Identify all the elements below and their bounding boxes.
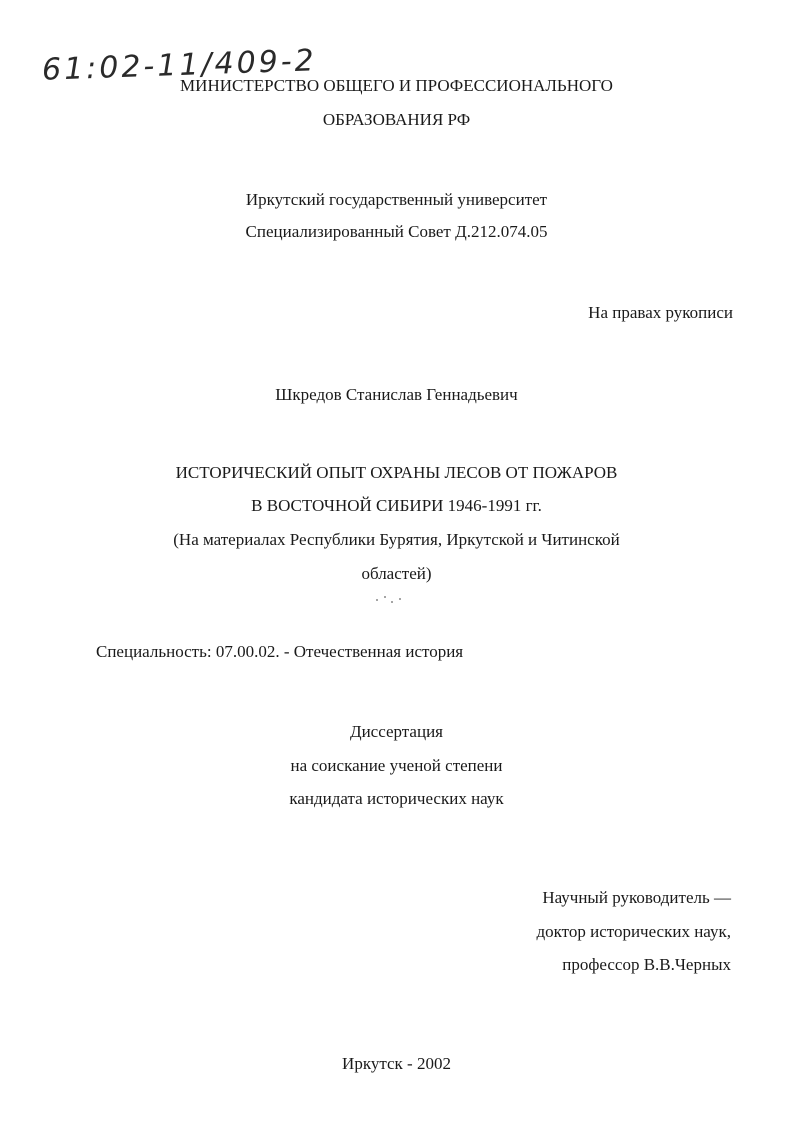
dissertation-council: Специализированный Совет Д.212.074.05 (245, 222, 548, 241)
ministry-line-1: МИНИСТЕРСТВО ОБЩЕГО И ПРОФЕССИОНАЛЬНОГО (180, 76, 613, 95)
supervisor-line-1: Научный руководитель — (542, 888, 731, 907)
thesis-subtitle-line-2: областей) (361, 564, 432, 583)
manuscript-note: На правах рукописи (588, 303, 733, 322)
university-name: Иркутский государственный университет (245, 190, 548, 209)
thesis-title-line-2: В ВОСТОЧНОЙ СИБИРИ 1946-1991 гг. (251, 496, 542, 515)
ministry-line-2: ОБРАЗОВАНИЯ РФ (322, 110, 471, 129)
dissertation-line-1: Диссертация (349, 722, 443, 741)
specialty: Специальность: 07.00.02. - Отечественная история (96, 642, 464, 661)
supervisor-line-3: профессор В.В.Черных (562, 955, 731, 974)
supervisor-line-2: доктор исторических наук, (536, 922, 731, 941)
dissertation-line-2: на соискание ученой степени (290, 756, 503, 775)
dissertation-line-3: кандидата исторических наук (289, 789, 504, 808)
author-name: Шкредов Станислав Геннадьевич (275, 385, 518, 404)
thesis-subtitle-line-1: (На материалах Республики Бурятия, Иркутской и Читинской (173, 530, 620, 549)
thesis-title-line-1: ИСТОРИЧЕСКИЙ ОПЫТ ОХРАНЫ ЛЕСОВ ОТ ПОЖАРОВ (175, 463, 618, 482)
archive-number-handwritten: 61:02-11/409-2 (41, 43, 318, 88)
place-and-year: Иркутск - 2002 (342, 1054, 451, 1073)
scan-speck (372, 593, 408, 609)
